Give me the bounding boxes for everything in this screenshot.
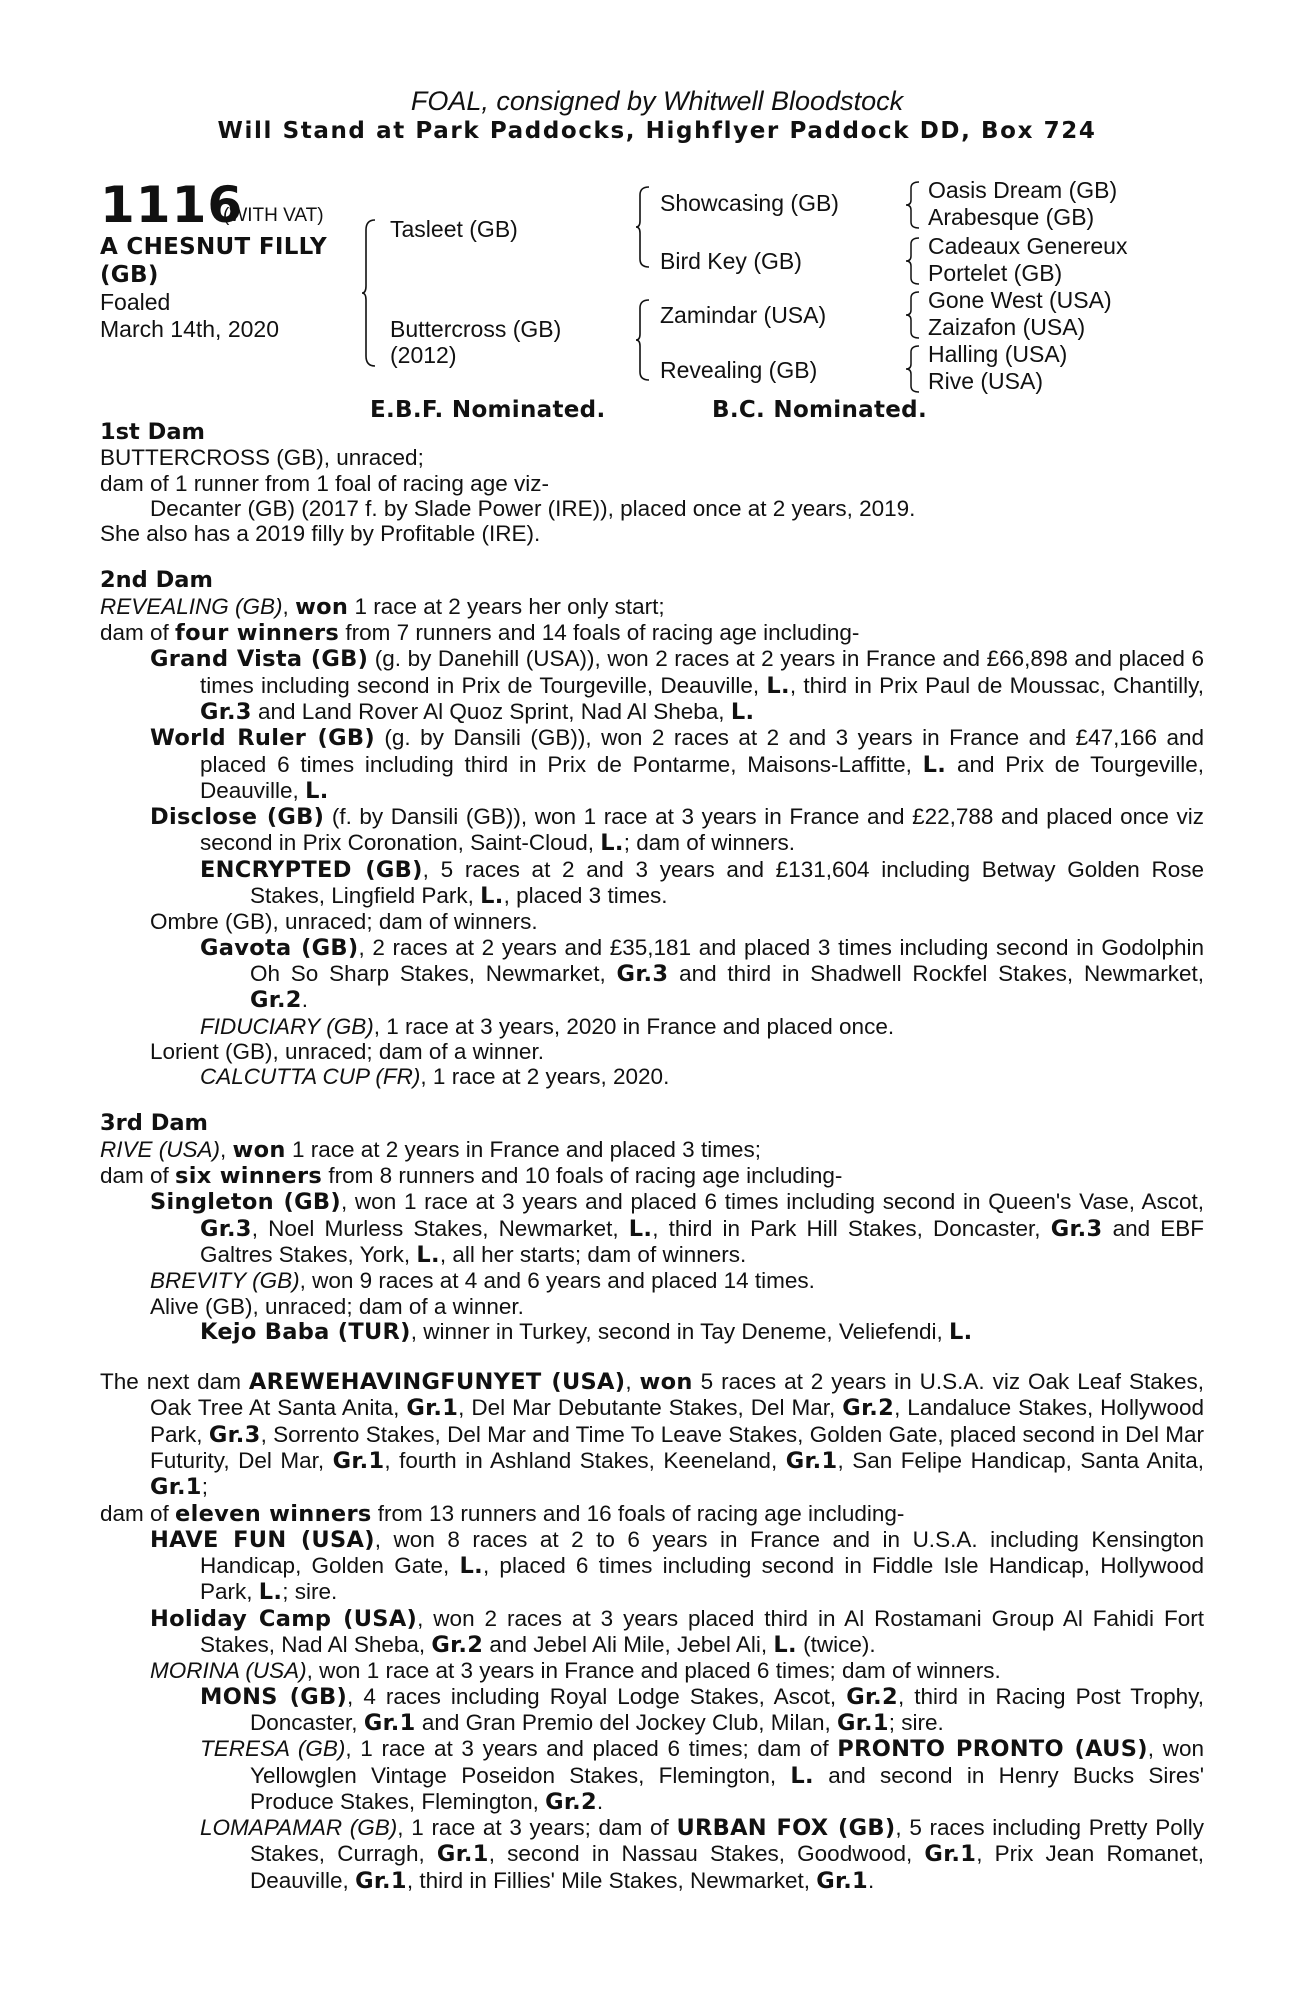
bold-text: won — [232, 1136, 286, 1163]
pedigree-entry — [200, 1684, 1204, 1737]
entry-text: , all her starts; dam of winners. — [439, 1241, 747, 1267]
pedigree-entry — [150, 1189, 1204, 1268]
entry-text: , — [625, 1369, 640, 1395]
entry-text: Decanter (GB) (2017 f. by Slade Power (IRE)), placed once at 2 years, 2019. — [150, 495, 916, 521]
bold-text: Gr.1 — [837, 1709, 889, 1736]
bold-text: won — [295, 593, 349, 620]
pedigree-entry — [200, 1014, 1204, 1039]
entry-text: , Landaluce Stakes, Hollywood Park, — [150, 1395, 1204, 1447]
bold-text: Gr.1 — [436, 1841, 489, 1868]
entry-text: , 1 race at 3 years; dam of — [397, 1815, 677, 1841]
entry-text: and Prix de Tourgeville, Deauville, — [200, 751, 1204, 803]
entry-text: , third in Racing Post Trophy, Doncaster, — [250, 1683, 1204, 1735]
entry-text: and Gran Premio del Jockey Club, Milan, — [415, 1709, 838, 1735]
bold-text: Gr.1 — [332, 1447, 385, 1474]
section-heading: 2nd Dam — [100, 567, 213, 594]
pedigree-g3-4: Portelet (GB) — [928, 260, 1063, 286]
foaled-label: Foaled — [100, 289, 171, 315]
foaled-date: March 14th, 2020 — [100, 316, 280, 342]
pedigree-entry — [200, 1319, 1204, 1345]
entry-text: dam of — [100, 620, 176, 646]
pedigree-g3-6: Zaizafon (USA) — [928, 314, 1086, 340]
catalogue-body — [100, 420, 1204, 1894]
bold-text: L. — [766, 672, 790, 699]
bold-text: L. — [416, 1241, 440, 1268]
bold-text: Gr.1 — [406, 1395, 459, 1422]
pedigree-entry — [100, 594, 1204, 620]
bold-text: L. — [922, 751, 947, 778]
entry-text: ; — [201, 1474, 209, 1500]
entry-text: and second in Henry Bucks Sires' Produce Stakes, Flemington, — [250, 1762, 1204, 1814]
pedigree-g3-5: Gone West (USA) — [928, 287, 1112, 313]
bold-text: Gr.3 — [1050, 1215, 1103, 1242]
bold-text: AREWEHAVINGFUNYET (USA) — [248, 1369, 626, 1396]
entry-text: , Noel Murless Stakes, Newmarket, — [251, 1215, 629, 1241]
pedigree-entry — [200, 935, 1204, 1014]
lot-origin: (GB) — [100, 262, 159, 288]
entry-text: ; dam of winners. — [623, 830, 796, 856]
italic-text: CALCUTTA CUP (FR) — [200, 1064, 421, 1090]
entry-text: Ombre (GB), unraced; dam of winners. — [150, 909, 538, 935]
entry-text: , Prix Jean Romanet, Deauville, — [250, 1841, 1205, 1893]
bold-text: six winners — [175, 1163, 323, 1190]
entry-text: and EBF Galtres Stakes, York, — [200, 1215, 1204, 1267]
entry-text: , Sorrento Stakes, Del Mar and Time To Leave Stakes, Golden Gate, placed second in Del Mar Futurity, Del Mar, — [150, 1421, 1204, 1473]
bold-text: four winners — [175, 620, 340, 647]
pedigree-sire-sire: Showcasing (GB) — [660, 190, 839, 216]
italic-text: FIDUCIARY (GB) — [200, 1013, 374, 1039]
bold-text: Gr.1 — [924, 1841, 977, 1868]
entry-text: , 5 races including Pretty Polly Stakes, Curragh, — [250, 1815, 1204, 1867]
entry-text: , won 1 race at 3 years and placed 6 times including second in Queen's Vase, Ascot, — [340, 1189, 1204, 1215]
bold-text: eleven winners — [175, 1500, 372, 1527]
pedigree-sire-dam: Bird Key (GB) — [660, 248, 802, 274]
bold-text: Gr.2 — [846, 1683, 898, 1710]
italic-text: TERESA (GB) — [200, 1736, 346, 1762]
bold-text: Gr.1 — [150, 1474, 202, 1501]
bold-text: L. — [480, 883, 504, 910]
entry-text: , Del Mar Debutante Stakes, Del Mar, — [458, 1395, 843, 1421]
entry-text: from 13 runners and 16 foals of racing age including- — [371, 1500, 905, 1526]
entry-text: , 2 races at 2 years and £35,181 and placed 3 times including second in Godolphin Oh So Sharp Stakes, Newmarket, — [250, 934, 1204, 986]
entry-text: The next dam — [100, 1369, 249, 1395]
pedigree-entry — [100, 620, 1204, 646]
pedigree-brace-dam — [636, 298, 650, 382]
pedigree-entry — [150, 1658, 1204, 1683]
pedigree-entry — [150, 1039, 1204, 1064]
italic-text: REVEALING (GB) — [100, 593, 283, 619]
stand-location: Will Stand at Park Paddocks, Highflyer Paddock DD, Box 724 — [217, 118, 1097, 144]
pedigree-brace-g3d — [906, 344, 920, 394]
entry-text: (twice). — [796, 1632, 876, 1658]
lot-number: 1116 — [100, 176, 244, 234]
entry-text: , 1 race at 3 years and placed 6 times; dam of — [345, 1736, 838, 1762]
bold-text: Gr.2 — [250, 987, 302, 1014]
pedigree-entry — [150, 1606, 1204, 1659]
bold-text: L. — [600, 830, 624, 857]
pedigree-entry — [150, 725, 1204, 804]
bold-text: Gr.2 — [842, 1395, 895, 1422]
entry-text: . — [301, 987, 309, 1013]
entry-text: dam of — [100, 1163, 176, 1189]
section-gap — [100, 1345, 1204, 1369]
pedigree-entry — [150, 1268, 1204, 1293]
bold-text: Holiday Camp (USA) — [150, 1605, 418, 1632]
section-heading: 1st Dam — [100, 419, 205, 445]
bold-text: Gr.1 — [355, 1867, 407, 1894]
pedigree-entry — [100, 1369, 1204, 1500]
pedigree-entry — [150, 1527, 1204, 1606]
entry-text: , San Felipe Handicap, Santa Anita, — [837, 1447, 1204, 1473]
entry-text: 1 race at 2 years in France and placed 3 times; — [285, 1136, 761, 1162]
pedigree-g3-2: Arabesque (GB) — [928, 204, 1095, 230]
pedigree-dam-year: (2012) — [390, 342, 457, 368]
entry-text: (g. by Dansili (GB)), won 2 races at 2 and 3 years in France and £47,166 and placed 6 times including third in Prix de Pontarme, Maisons-Laffitte, — [200, 725, 1204, 777]
pedigree-entry — [100, 1163, 1204, 1189]
bold-text: L. — [949, 1318, 973, 1345]
bold-text: Gr.3 — [200, 698, 252, 725]
pedigree-entry — [200, 1064, 1204, 1089]
pedigree-brace-g3a — [906, 180, 920, 230]
entry-text: 5 races at 2 years in U.S.A. viz Oak Leaf Stakes, Oak Tree At Santa Anita, — [150, 1369, 1204, 1421]
bold-text: Singleton (GB) — [150, 1189, 341, 1216]
entry-text: and third in Shadwell Rockfel Stakes, Newmarket, — [668, 960, 1204, 986]
pedigree-sire: Tasleet (GB) — [390, 216, 518, 242]
pedigree-entry — [100, 521, 1204, 546]
bold-text: L. — [305, 777, 329, 804]
bold-text: Gr.3 — [200, 1215, 252, 1242]
entry-text: , fourth in Ashland Stakes, Keeneland, — [384, 1447, 786, 1473]
italic-text: BREVITY (GB) — [150, 1268, 300, 1294]
pedigree-brace-main — [362, 218, 376, 368]
entry-text: BUTTERCROSS (GB), unraced; — [100, 445, 424, 471]
pedigree-entry — [150, 1294, 1204, 1319]
bold-text: URBAN FOX (GB) — [676, 1815, 896, 1842]
italic-text: LOMAPAMAR (GB) — [200, 1815, 398, 1841]
entry-text: , won Yellowglen Vintage Poseidon Stakes, Flemington, — [250, 1736, 1205, 1788]
entry-text: and Land Rover Al Quoz Sprint, Nad Al Sheba, — [251, 698, 731, 724]
entry-text: . — [868, 1867, 875, 1893]
entry-text: from 8 runners and 10 foals of racing age including- — [322, 1163, 843, 1189]
bold-text: HAVE FUN (USA) — [150, 1526, 375, 1553]
bold-text: L. — [790, 1762, 814, 1789]
pedigree-entry — [100, 1137, 1204, 1163]
entry-text: dam of — [100, 1500, 176, 1526]
bold-text: L. — [730, 698, 755, 725]
pedigree-entry — [150, 804, 1204, 857]
pedigree-dam-dam: Revealing (GB) — [660, 357, 818, 383]
italic-text: MORINA (USA) — [150, 1658, 307, 1684]
entry-text: dam of 1 runner from 1 foal of racing age viz- — [100, 470, 549, 496]
bold-text: MONS (GB) — [200, 1683, 348, 1710]
bold-text: Kejo Baba (TUR) — [200, 1318, 411, 1345]
entry-text: , winner in Turkey, second in Tay Deneme, Veliefendi, — [410, 1318, 949, 1344]
pedigree-dam-sire: Zamindar (USA) — [660, 302, 827, 328]
entry-text: , placed 6 times including second in Fiddle Isle Handicap, Hollywood Park, — [200, 1553, 1205, 1605]
entry-text: , won 2 races at 3 years placed third in Al Rostamani Group Al Fahidi Fort Stakes, Nad Al Sheba, — [200, 1605, 1204, 1658]
bold-text: Gr.1 — [785, 1447, 838, 1474]
pedigree-g3-7: Halling (USA) — [928, 341, 1068, 367]
entry-text: , — [282, 593, 296, 619]
entry-text: (g. by Danehill (USA)), won 2 races at 2 years in France and £66,898 and placed 6 times including second in Prix de Tourgeville, Deauville, — [200, 646, 1204, 698]
pedigree-g3-3: Cadeaux Genereux — [928, 233, 1128, 259]
pedigree-g3-8: Rive (USA) — [928, 368, 1044, 394]
pedigree-entry — [100, 445, 1204, 470]
entry-text: and Jebel Ali Mile, Jebel Ali, — [483, 1632, 774, 1658]
entry-text: , third in Fillies' Mile Stakes, Newmarket, — [406, 1867, 817, 1893]
entry-text: , 1 race at 2 years, 2020. — [420, 1064, 670, 1090]
pedigree-entry — [150, 909, 1204, 934]
entry-text: She also has a 2019 filly by Profitable (IRE). — [100, 521, 541, 547]
bold-text: Gavota (GB) — [200, 934, 359, 961]
bold-text: Grand Vista (GB) — [150, 646, 369, 673]
bold-text: ENCRYPTED (GB) — [200, 856, 423, 883]
lot-description: A CHESNUT FILLY — [100, 234, 327, 260]
bold-text: L. — [258, 1579, 283, 1606]
entry-text: , won 9 races at 4 and 6 years and placed 14 times. — [299, 1268, 815, 1294]
pedigree-brace-g3b — [906, 236, 920, 286]
bold-text: PRONTO PRONTO (AUS) — [837, 1736, 1148, 1763]
bold-text: Gr.3 — [616, 960, 669, 987]
bold-text: Disclose (GB) — [150, 804, 325, 831]
bold-text: Gr.1 — [816, 1867, 868, 1894]
entry-text: Alive (GB), unraced; dam of a winner. — [150, 1293, 524, 1319]
entry-text: , 5 races at 2 and 3 years and £131,604 including Betway Golden Rose Stakes, Lingfield Park, — [250, 856, 1204, 909]
bc-nomination: B.C. Nominated. — [712, 397, 927, 423]
entry-text: , third in Prix Paul de Moussac, Chantilly, — [789, 672, 1204, 698]
pedigree-entry — [200, 1815, 1204, 1894]
entry-text: , second in Nassau Stakes, Goodwood, — [488, 1841, 925, 1867]
entry-text: Lorient (GB), unraced; dam of a winner. — [150, 1038, 544, 1064]
pedigree-entry — [200, 857, 1204, 910]
entry-text: 1 race at 2 years her only start; — [348, 593, 665, 619]
pedigree-brace-g3c — [906, 290, 920, 340]
entry-text: ; sire. — [888, 1709, 944, 1735]
bold-text: Gr.2 — [545, 1788, 597, 1815]
bold-text: L. — [628, 1215, 653, 1242]
entry-text: , placed 3 times. — [503, 883, 668, 909]
bold-text: Gr.2 — [431, 1632, 484, 1659]
bold-text: Gr.1 — [363, 1709, 416, 1736]
pedigree-brace-sire — [636, 185, 650, 269]
pedigree-entry — [200, 1736, 1204, 1815]
bold-text: L. — [773, 1632, 797, 1659]
entry-text: . — [596, 1788, 604, 1814]
entry-text: (f. by Dansili (GB)), won 1 race at 3 years in France and £22,788 and placed once viz second in Prix Coronation, Saint-Cloud, — [200, 804, 1204, 856]
pedigree-dam: Buttercross (GB) — [390, 316, 562, 342]
pedigree-entry — [150, 646, 1204, 725]
pedigree-entry — [100, 471, 1204, 496]
entry-text: , — [220, 1136, 233, 1162]
bold-text: L. — [459, 1553, 483, 1580]
entry-text: from 7 runners and 14 foals of racing age including- — [339, 620, 860, 646]
entry-text: , 1 race at 3 years, 2020 in France and placed once. — [373, 1013, 895, 1039]
pedigree-entry — [100, 1501, 1204, 1527]
pedigree-entry — [150, 496, 1204, 521]
entry-text: , won 8 races at 2 to 6 years in France and in U.S.A. including Kensington Handicap, Golden Gate, — [200, 1526, 1204, 1579]
bold-text: Gr.3 — [208, 1421, 261, 1448]
section-heading: 3rd Dam — [100, 1110, 208, 1137]
bold-text: won — [639, 1369, 693, 1396]
pedigree-g3-1: Oasis Dream (GB) — [928, 177, 1118, 203]
entry-text: , 4 races including Royal Lodge Stakes, Ascot, — [347, 1683, 847, 1709]
bold-text: World Ruler (GB) — [150, 725, 375, 752]
entry-text: , third in Park Hill Stakes, Doncaster, — [652, 1215, 1051, 1241]
ebf-nomination: E.B.F. Nominated. — [370, 397, 606, 423]
consignment-line: FOAL, consigned by Whitwell Bloodstock — [410, 86, 904, 116]
entry-text: , won 1 race at 3 years in France and placed 6 times; dam of winners. — [306, 1658, 1001, 1684]
italic-text: RIVE (USA) — [100, 1136, 221, 1162]
vat-note: (WITH VAT) — [223, 205, 324, 226]
entry-text: ; sire. — [282, 1579, 338, 1605]
